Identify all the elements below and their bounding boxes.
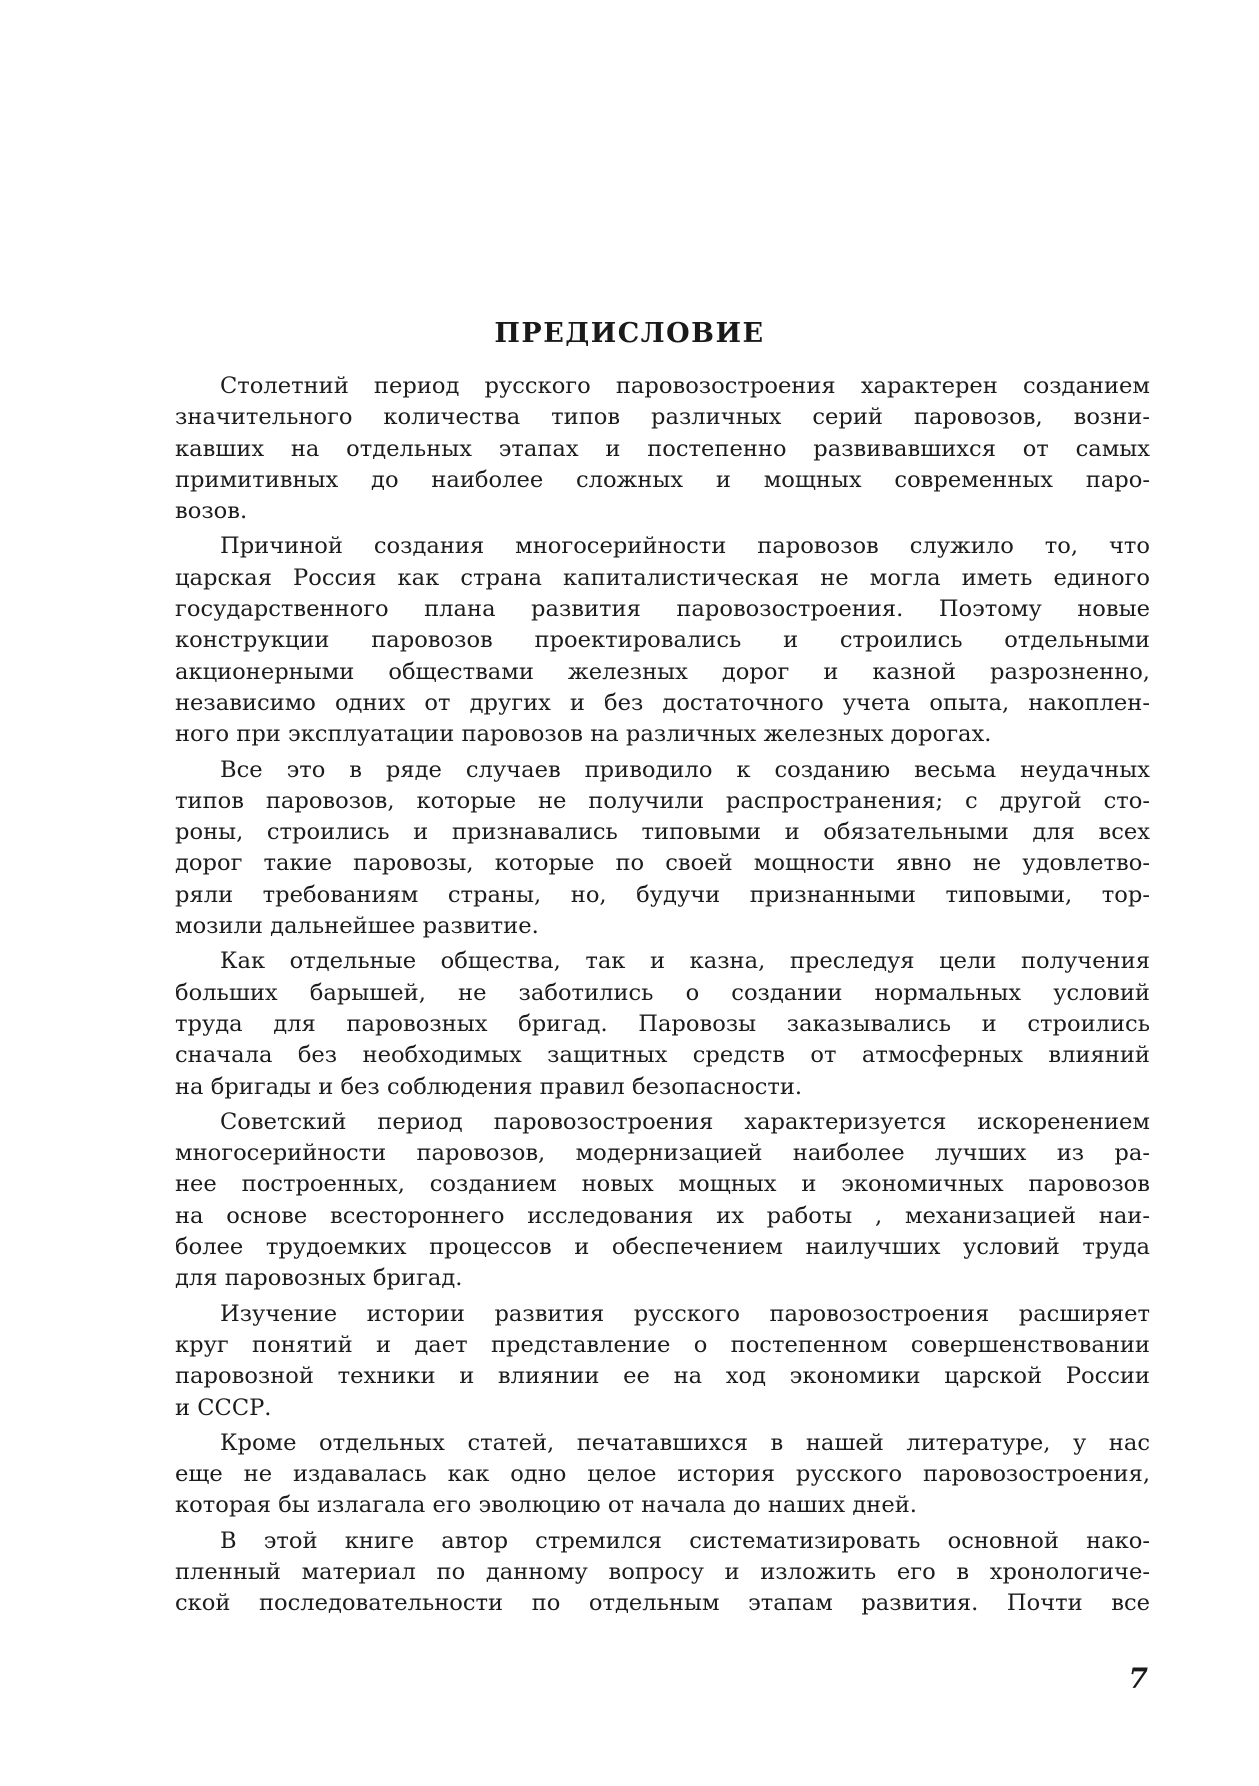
text-line: на бригады и без соблюдения правил безопасности. [175, 1073, 803, 1100]
text-line: кавших на отдельных этапах и постепенно развивавшихся от самых [175, 435, 1150, 462]
text-line: значительного количества типов различных серий паровозов, возни- [175, 404, 1150, 431]
text-line: Советский период паровозостроения характеризуется искоренением [220, 1108, 1150, 1135]
page-title: ПРЕДИСЛОВИЕ [494, 318, 765, 349]
text-line: на основе всестороннего исследования их работы , механизацией наи- [175, 1202, 1150, 1229]
text-line: ряли требованиям страны, но, будучи признанными типовыми, тор- [175, 881, 1150, 908]
text-line: царская Россия как страна капиталистическая не могла иметь единого [175, 564, 1150, 591]
text-line: которая бы излагала его эволюцию от начала до наших дней. [175, 1492, 917, 1519]
text-line: нее построенных, созданием новых мощных и экономичных паровозов [175, 1171, 1150, 1198]
text-line: и СССР. [175, 1394, 272, 1421]
text-line: возов. [175, 498, 248, 525]
text-line: многосерийности паровозов, модернизацией наиболее лучших из ра- [175, 1140, 1150, 1167]
paragraph [175, 946, 1150, 1102]
text-line: конструкции паровозов проектировались и строились отдельными [175, 627, 1150, 654]
body-text [175, 371, 1150, 1624]
paragraph [175, 1428, 1150, 1522]
paragraph [175, 1107, 1150, 1295]
text-line: пленный материал по данному вопросу и изложить его в хронологиче- [175, 1558, 1150, 1585]
paragraph [175, 371, 1150, 527]
paragraph [175, 1526, 1150, 1620]
text-line: В этой книге автор стремился систематизировать основной нако- [220, 1527, 1150, 1554]
text-line: круг понятий и дает представление о постепенном совершенствовании [175, 1331, 1150, 1358]
paragraph [175, 755, 1150, 943]
text-line: Причиной создания многосерийности паровозов служило то, что [220, 533, 1150, 560]
paragraph [175, 1299, 1150, 1424]
text-line: Столетний период русского паровозостроения характерен созданием [220, 373, 1150, 399]
text-line: для паровозных бригад. [175, 1265, 463, 1292]
text-line: акционерными обществами железных дорог и казной разрозненно, [175, 658, 1150, 685]
text-line: более трудоемких процессов и обеспечением наилучших условий труда [175, 1234, 1150, 1261]
text-line: сначала без необходимых защитных средств от атмосферных влияний [175, 1042, 1150, 1069]
text-line: труда для паровозных бригад. Паровозы заказывались и строились [175, 1010, 1150, 1037]
text-line: дорог такие паровозы, которые по своей мощности явно не удовлетво- [175, 850, 1150, 877]
text-line: Как отдельные общества, так и казна, преследуя цели получения [220, 948, 1150, 975]
text-line: Изучение истории развития русского паровозостроения расширяет [220, 1300, 1150, 1327]
text-line: ного при эксплуатации паровозов на различных железных дорогах. [175, 721, 992, 748]
text-line: Кроме отдельных статей, печатавшихся в нашей литературе, у нас [220, 1429, 1150, 1456]
text-line: еще не издавалась как одно целое история русского паровозостроения, [175, 1461, 1150, 1488]
text-line: паровозной техники и влиянии ее на ход экономики царской России [175, 1363, 1150, 1390]
text-line: ской последовательности по отдельным этапам развития. Почти все [175, 1590, 1150, 1617]
text-line: государственного плана развития паровозостроения. Поэтому новые [175, 596, 1150, 623]
text-line: независимо одних от других и без достаточного учета опыта, накоплен- [175, 689, 1150, 716]
paragraph [175, 531, 1150, 750]
text-line: роны, строились и признавались типовыми и обязательными для всех [175, 819, 1150, 846]
page-number: 7 [1128, 1662, 1148, 1695]
text-line: Все это в ряде случаев приводило к созданию весьма неудачных [220, 756, 1150, 783]
text-line: типов паровозов, которые не получили распространения; с другой сто- [175, 787, 1150, 814]
text-line: больших барышей, не заботились о создании нормальных условий [175, 979, 1150, 1006]
text-line: примитивных до наиболее сложных и мощных современных паро- [175, 466, 1150, 493]
text-line: мозили дальнейшее развитие. [175, 913, 539, 940]
